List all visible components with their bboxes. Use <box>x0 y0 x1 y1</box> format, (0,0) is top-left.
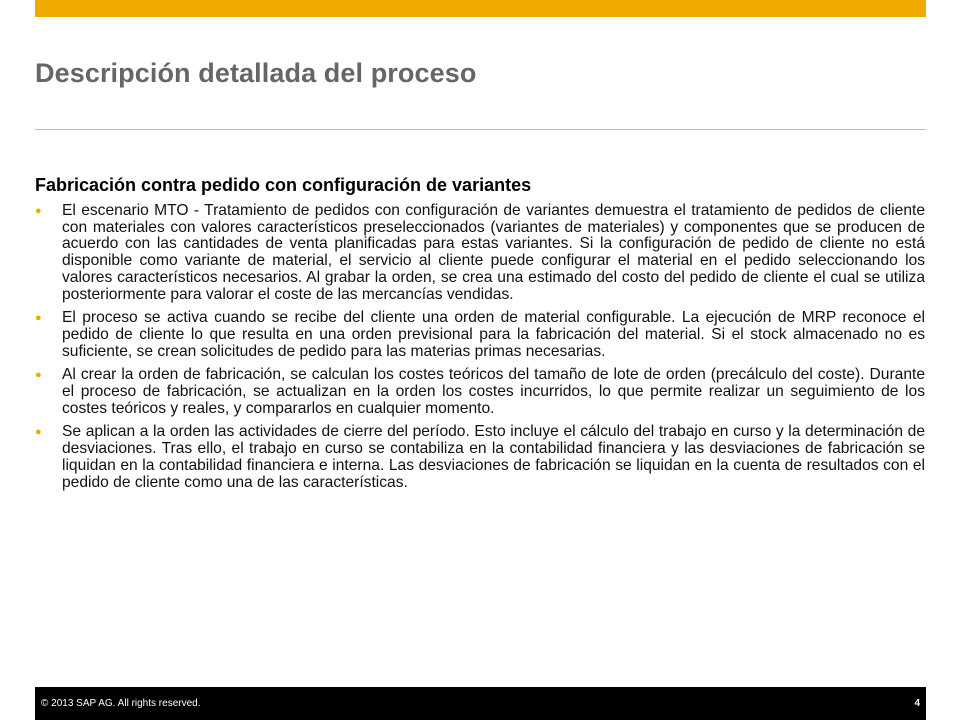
bullet-dot-icon: ● <box>35 369 42 382</box>
bullet-dot-icon: ● <box>35 205 42 217</box>
bullet-item <box>35 424 925 491</box>
bullet-text: Al crear la orden de fabricación, se calculan los costes teóricos del tamaño de lote de orden (precálculo del coste). Durante el proceso de fabricación, se actualizan en la orden los costes incurridos, lo que permite realizar un seguimiento de los costes teóricos y reales, y compararlos en cualquier momento. <box>62 366 925 417</box>
bullet-list <box>35 203 925 498</box>
slide-title: Descripción detallada del proceso <box>35 58 477 88</box>
title-divider <box>35 129 926 130</box>
bullet-dot-icon: ● <box>35 312 42 325</box>
bullet-text: El escenario MTO - Tratamiento de pedidos con configuración de variantes demuestra el tratamiento de pedidos de cliente con materiales con valores característicos preseleccionados (variantes de materiales) y componentes que se producen de acuerdo con las cantidades de venta planificadas para estas variantes. Si la configuración de pedido de cliente no está disponible como variante de material, el servicio al cliente puede configurar el material en el pedido seleccionando los valores característicos necesarios. Al grabar la orden, se crea una estimado del costo del pedido de cliente el cual se utiliza posteriormente para valorar el coste de las mercancías vendidas. <box>62 202 925 303</box>
bullet-item <box>35 203 925 303</box>
page-number: 4 <box>914 698 920 709</box>
footer-bar <box>35 687 926 720</box>
bullet-text: Se aplican a la orden las actividades de cierre del período. Esto incluye el cálculo del trabajo en curso y la determinación de desviaciones. Tras ello, el trabajo en curso se contabiliza en la contabilidad financiera y las desviaciones de fabricación se liquidan en la contabilidad financiera e interna. Las desviaciones de fabricación se liquidan en la cuenta de resultados con el pedido de cliente como una de las características. <box>62 423 925 491</box>
bullet-dot-icon: ● <box>35 426 42 439</box>
copyright-notice: © 2013 SAP AG. All rights reserved. <box>41 698 201 709</box>
bullet-item <box>35 310 925 360</box>
top-accent-bar <box>35 0 926 17</box>
bullet-item <box>35 367 925 417</box>
bullet-text: El proceso se activa cuando se recibe del cliente una orden de material configurable. La ejecución de MRP reconoce el pedido de cliente lo que resulta en una orden previsional para la fabricación del material. Si el stock almacenado no es suficiente, se crean solicitudes de pedido para las materias primas necesarias. <box>62 309 925 360</box>
section-heading: Fabricación contra pedido con configuración de variantes <box>35 175 532 195</box>
